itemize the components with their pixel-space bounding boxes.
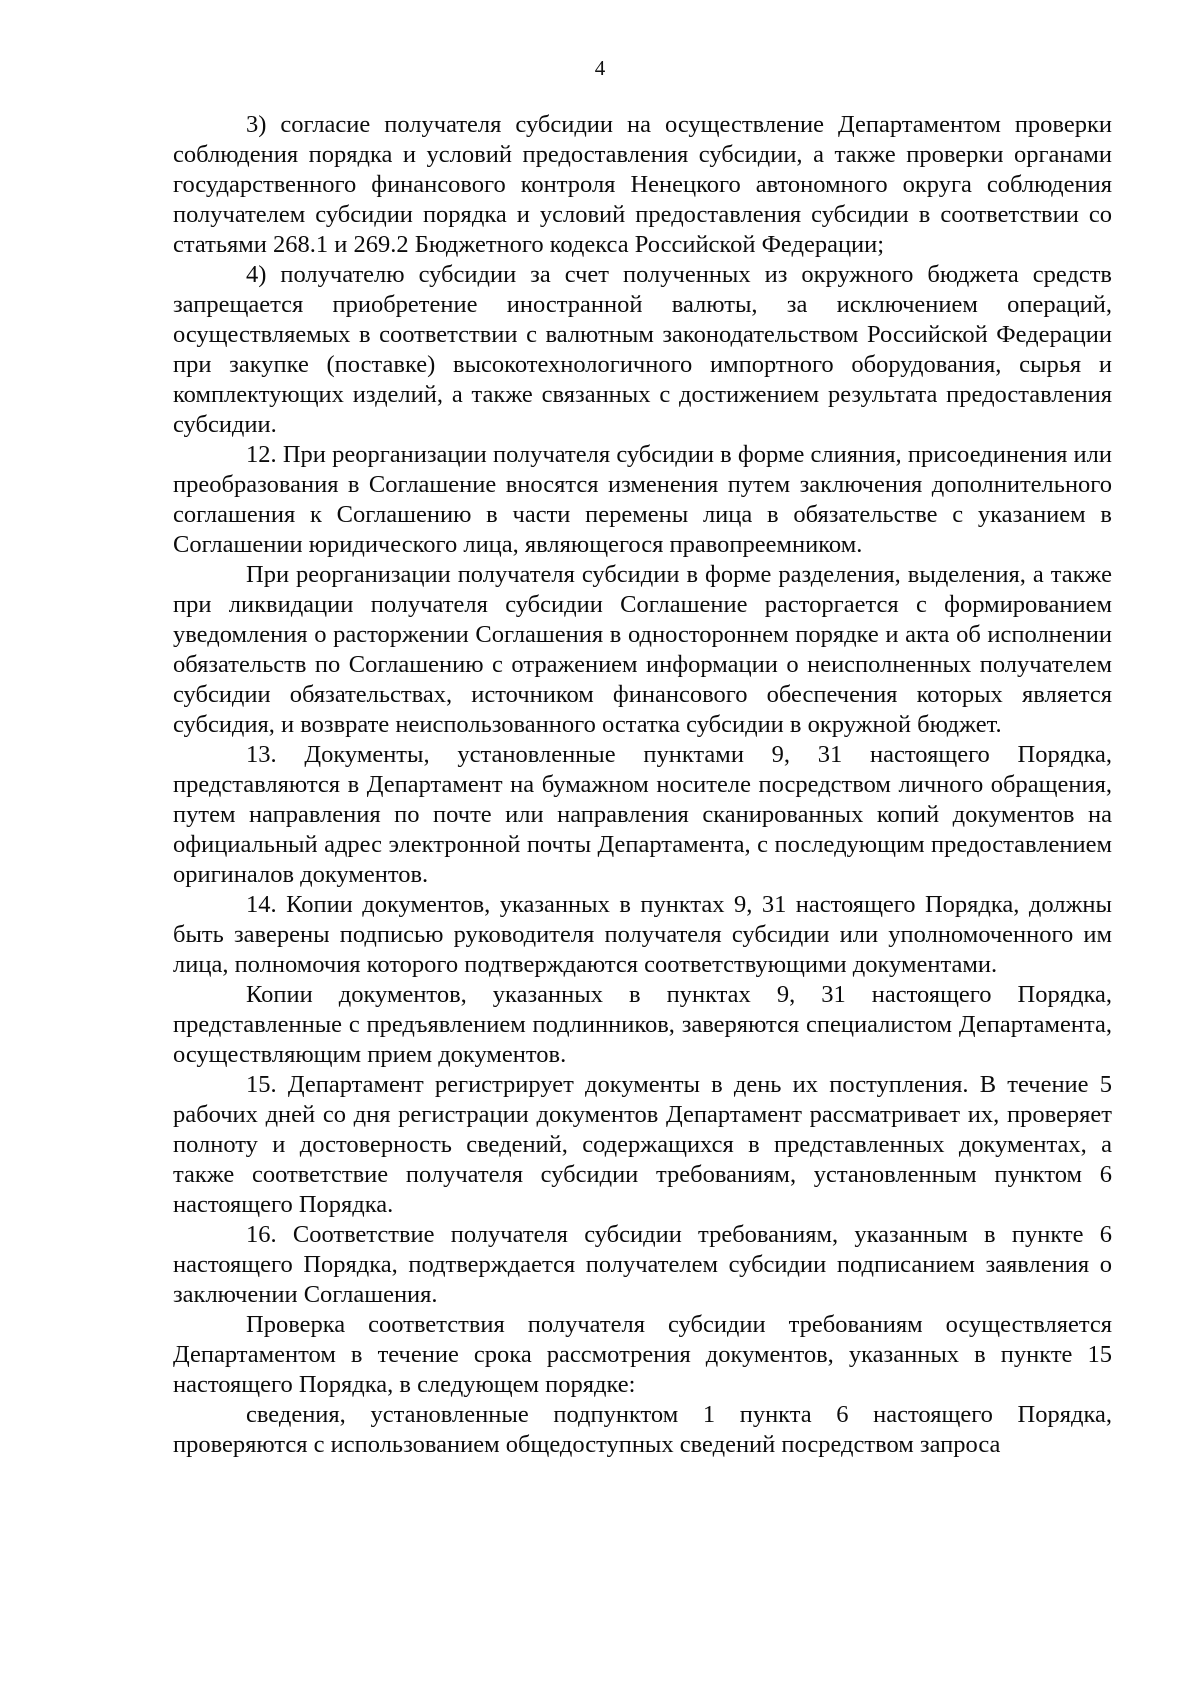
page-number: 4: [594, 56, 606, 80]
paragraph-14-copies: 14. Копии документов, указанных в пунктах 9, 31 настоящего Порядка, должны быть заверены подписью руководителя получателя субсидии или уполномоченного им лица, полномочия которого подтверждаются соответствующими документами.: [173, 891, 1112, 978]
paragraph-16-compliance: 16. Соответствие получателя субсидии требованиям, указанным в пункте 6 настоящего Порядка, подтверждается получателем субсидии подписанием заявления о заключении Соглашения.: [173, 1221, 1112, 1308]
paragraph-copies-certification: Копии документов, указанных в пунктах 9, 31 настоящего Порядка, представленные с предъявлением подлинников, заверяются специалистом Департамента, осуществляющим прием документов.: [173, 981, 1112, 1068]
paragraph-3-consent: 3) согласие получателя субсидии на осуществление Департаментом проверки соблюдения порядка и условий предоставления субсидии, а также проверки органами государственного финансового контроля Ненецкого автономного округа соблюдения получателем субсидии порядка и условий предоставления субсидии в соответствии со статьями 268.1 и 269.2 Бюджетного кодекса Российской Федерации;: [173, 111, 1112, 258]
paragraph-verification-procedure: Проверка соответствия получателя субсидии требованиям осуществляется Департаментом в течение срока рассмотрения документов, указанных в пункте 15 настоящего Порядка, в следующем порядке:: [173, 1311, 1112, 1398]
document-body: [173, 110, 1112, 1460]
paragraph-information-check: сведения, установленные подпунктом 1 пункта 6 настоящего Порядка, проверяются с использованием общедоступных сведений посредством запроса: [173, 1401, 1112, 1458]
paragraph-reorganization-division: При реорганизации получателя субсидии в форме разделения, выделения, а также при ликвидации получателя субсидии Соглашение расторгается с формированием уведомления о расторжении Соглашения в одностороннем порядке и акта об исполнении обязательств по Соглашению с отражением информации о неисполненных получателем субсидии обязательствах, источником финансового обеспечения которых является субсидия, и возврате неиспользованного остатка субсидии в окружной бюджет.: [173, 561, 1112, 738]
paragraph-13-documents: 13. Документы, установленные пунктами 9, 31 настоящего Порядка, представляются в Департамент на бумажном носителе посредством личного обращения, путем направления по почте или направления сканированных копий документов на официальный адрес электронной почты Департамента, с последующим предоставлением оригиналов документов.: [173, 741, 1112, 888]
paragraph-4-currency-ban: 4) получателю субсидии за счет полученных из окружного бюджета средств запрещается приобретение иностранной валюты, за исключением операций, осуществляемых в соответствии с валютным законодательством Российской Федерации при закупке (поставке) высокотехнологичного импортного оборудования, сырья и комплектующих изделий, а также связанных с достижением результата предоставления субсидии.: [173, 261, 1112, 438]
paragraph-15-registration: 15. Департамент регистрирует документы в день их поступления. В течение 5 рабочих дней со дня регистрации документов Департамент рассматривает их, проверяет полноту и достоверность сведений, содержащихся в представленных документах, а также соответствие получателя субсидии требованиям, установленным пунктом 6 настоящего Порядка.: [173, 1071, 1112, 1218]
paragraph-12-reorganization: 12. При реорганизации получателя субсидии в форме слияния, присоединения или преобразования в Соглашение вносятся изменения путем заключения дополнительного соглашения к Соглашению в части перемены лица в обязательстве с указанием в Соглашении юридического лица, являющегося правопреемником.: [173, 441, 1112, 558]
